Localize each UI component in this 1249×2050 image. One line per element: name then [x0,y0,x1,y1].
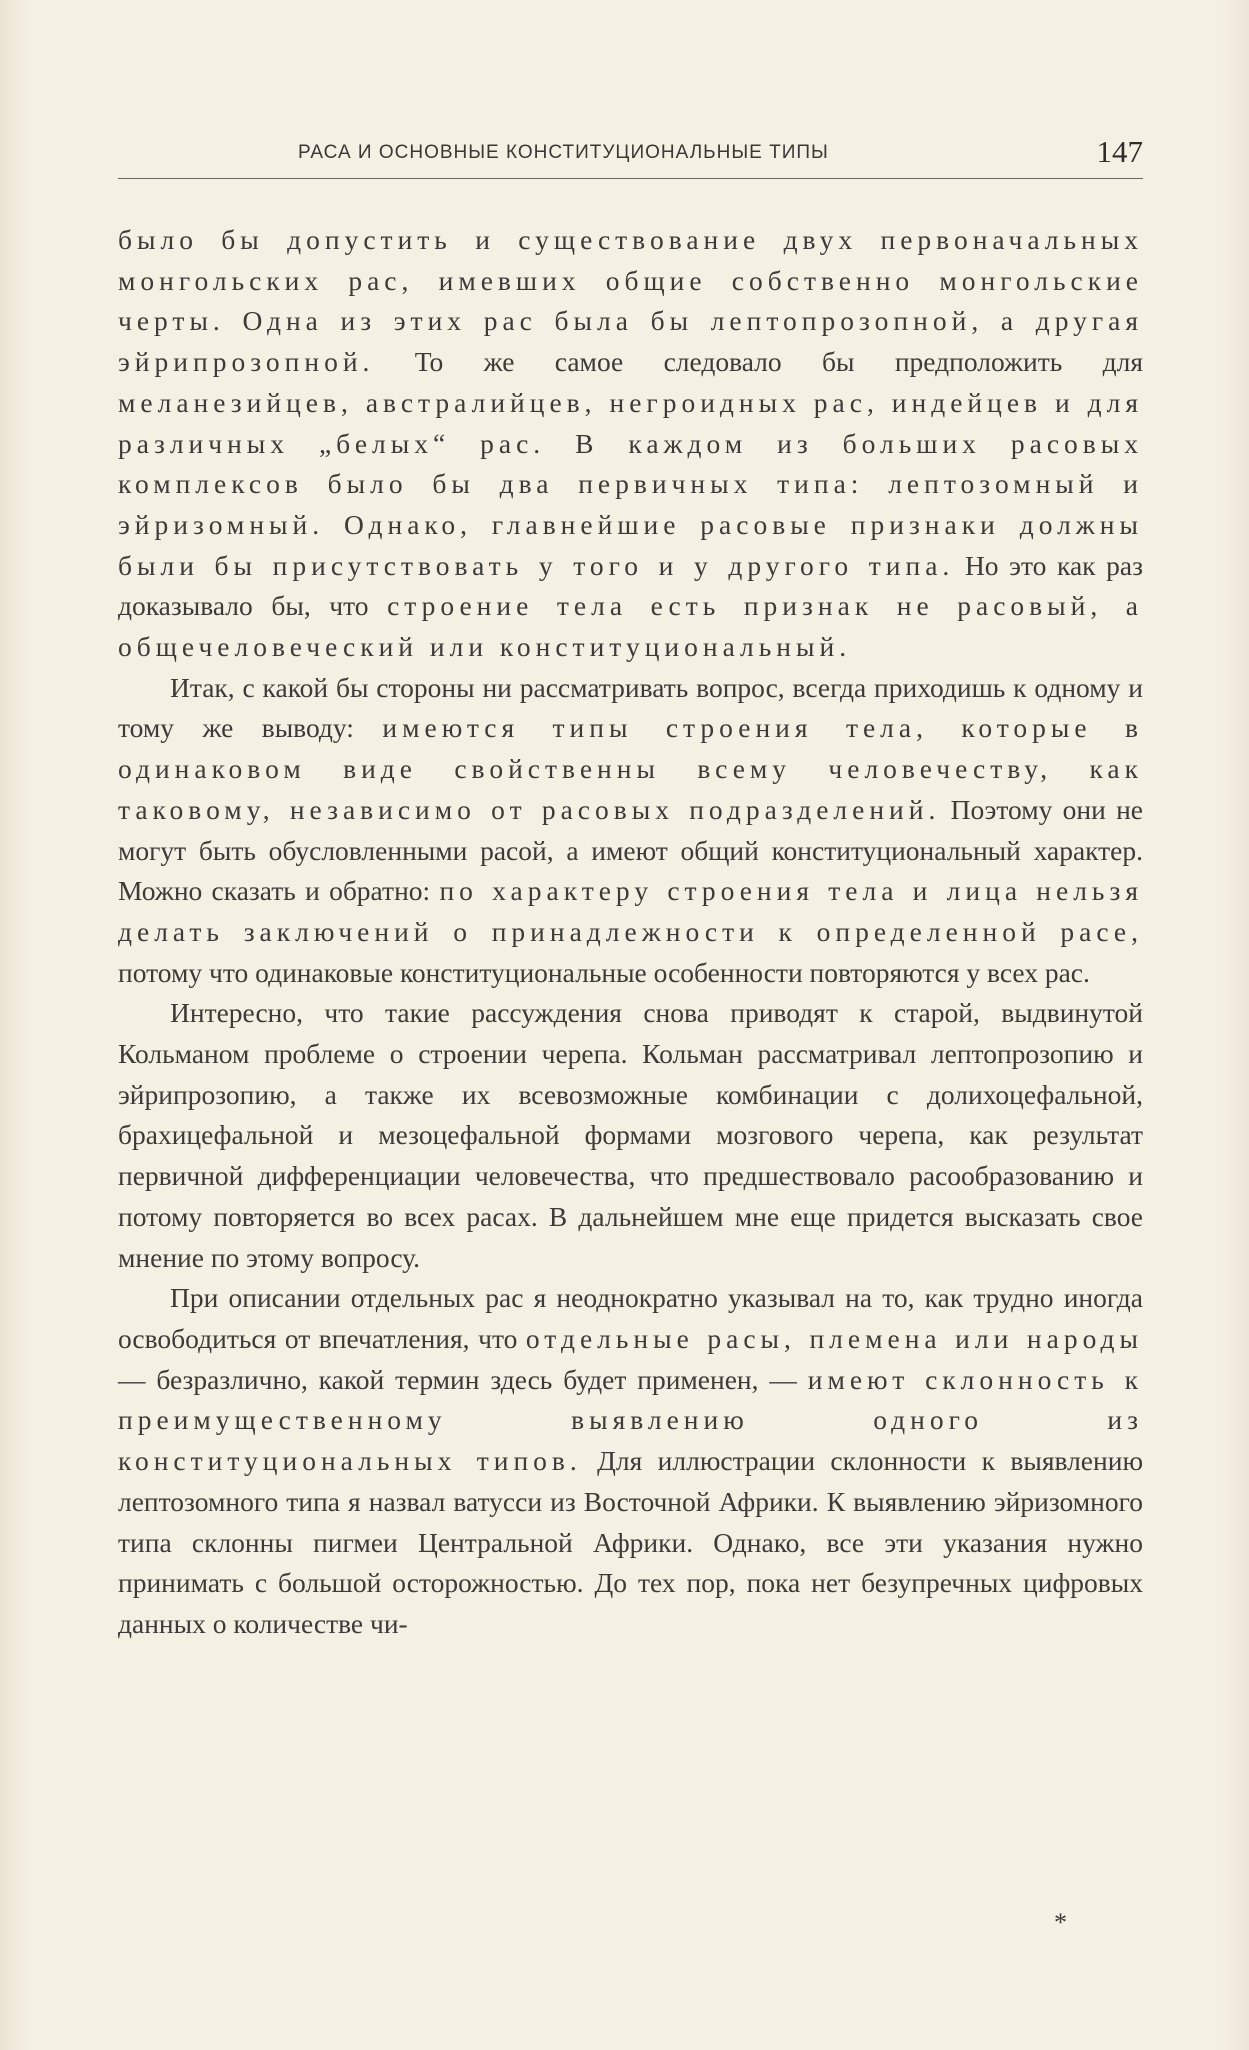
page-header [118,134,1143,179]
paragraph-text: Итак, с какой бы стороны ни рассматривать вопрос, всегда приходишь к одному и тому же выводу: [118,671,1143,744]
paragraph-text: При описании отдельных рас я неоднократно указывал на то, как трудно иногда освободиться от впечатления, что [118,1282,1143,1354]
spaced-emphasis-text: имеются типы строения тела, которые в одинаковом виде свойственны всему человечеству, как таковому, независимо от расовых подразделений. [118,712,1143,825]
paragraph [118,668,1143,994]
paragraph [118,1278,1143,1644]
paragraph-text: Интересно, что такие рассуждения снова приводят к старой, выдвинутой Кольманом проблеме о строении черепа. Кольман рассматривал лептопрозопию и эйрипрозопию, а также их всевозможные комбинации с долихоцефальной, брахицефальной и мезоцефальной формами мозгового черепа, как результат первичной дифференциации человечества, что предшествовало расообразованию и потому повторяется во всех расах. В дальнейшем мне еще придется высказать свое мнение по этому вопросу. [118,997,1143,1273]
spaced-emphasis-text: имеют склонность к преимущественному выявлению одного из конституциональных типов. [118,1363,1143,1477]
spaced-emphasis-text: строение тела есть признак не расовый, а общечеловеческий или конституциональный. [118,590,1143,663]
spaced-emphasis-text: меланезийцев, австралийцев, негроидных рас, индейцев и для различных „белых“ рас. В каждом из больших расовых комплексов было бы два первичных типа: лептозомный и эйризомный. Однако, главнейшие расовые признаки должны были бы присутствовать у того и у другого типа. [118,386,1143,581]
paragraph-text: Но это как раз доказывало бы, что [118,549,1143,622]
spaced-emphasis-text: было бы допустить и существование двух первоначальных монгольских рас, имевших общие собственно монгольские черты. Одна из этих рас была бы лептопрозопной, а другая эйрипрозопной. [118,224,1143,378]
paragraph-text: Поэтому они не могут быть обусловленными расой, а имеют общий конституциональный характер. Можно сказать и обратно: [118,793,1144,907]
running-head: РАСА И ОСНОВНЫЕ КОНСТИТУЦИОНАЛЬНЫЕ ТИПЫ [298,142,829,163]
paragraph-text: Для иллюстрации склонности к выявлению лептозомного типа я назвал ватусси из Восточной Африки. К выявлению эйризомного типа склонны пигмеи Центральной Африки. Однако, все эти указания нужно принимать с большой осторожностью. До тех пор, пока нет безупречных цифровых данных о количестве чи- [118,1445,1143,1639]
spaced-emphasis-text: отдельные расы, племена или народы [525,1322,1143,1354]
paragraph [118,993,1143,1278]
page-number: 147 [1096,134,1143,169]
signature-mark: * [1054,1908,1067,1937]
paragraph-text: То же самое следовало бы предположить для [374,346,1143,378]
paragraph [118,220,1143,668]
paragraph-text: — безразлично, какой термин здесь будет применен, — [118,1363,808,1395]
body-text [118,220,1143,1645]
paragraph-text: потому что одинаковые конституциональные особенности повторяются у всех рас. [118,956,1090,988]
spaced-emphasis-text: по характеру строения тела и лица нельзя делать заключений о принадлежности к определенной расе, [118,875,1143,947]
